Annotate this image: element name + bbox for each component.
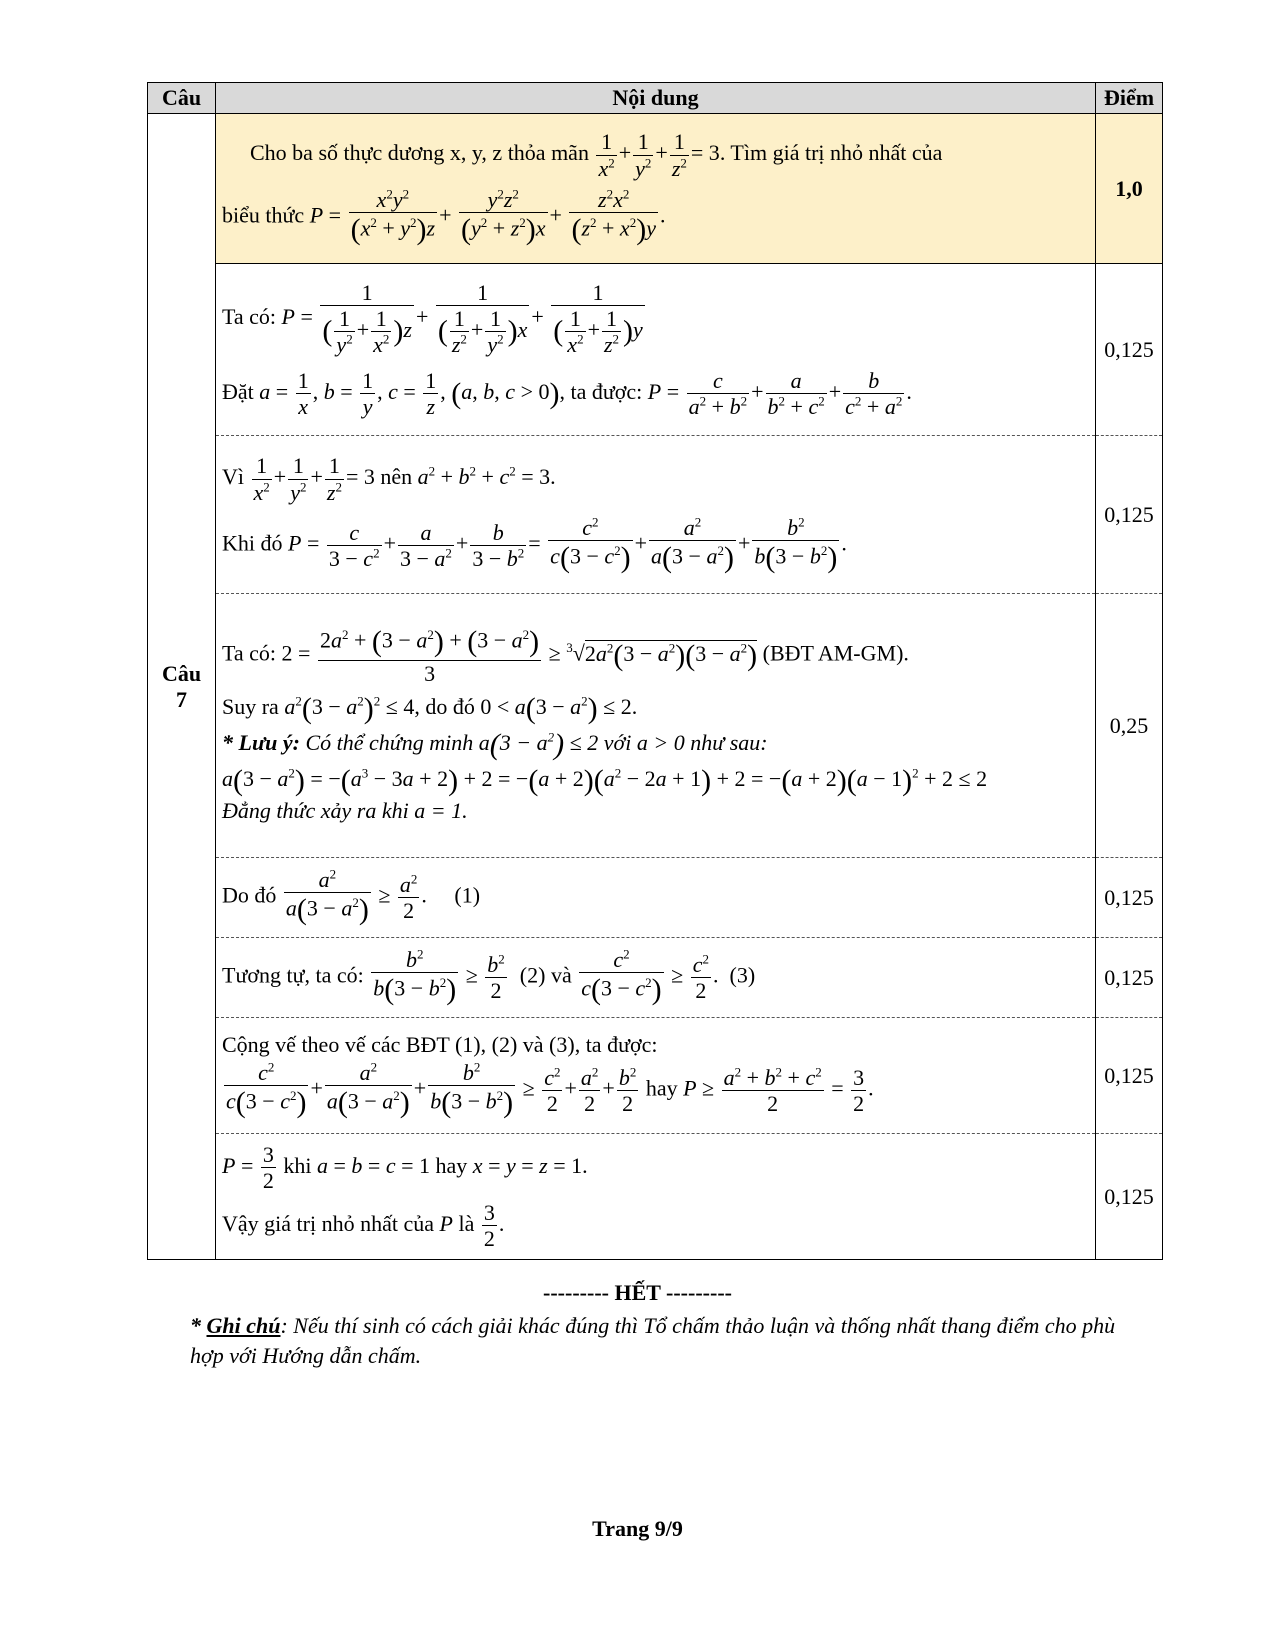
footnote-label: Ghi chú [206, 1313, 281, 1338]
grading-table [147, 82, 1163, 1260]
step-row-4 [148, 858, 1163, 938]
step-1-t2: Đặt [222, 378, 254, 404]
step-6-t2: hay [645, 1075, 678, 1101]
step-4-t1: Do đó [222, 882, 277, 908]
footnote-text: : Nếu thí sinh có cách giải khác đúng thì Tổ chấm thảo luận và thống nhất thang điểm cho phù hợp với Hướng dẫn chấm. [190, 1313, 1116, 1368]
problem-text1-end: . Tìm giá trị nhỏ nhất của [719, 140, 943, 166]
step-3-content: Ta có: 2 = $\frac{2a^2 + (3 - a^2) + (3 - a^2)}{3}$ ≥ $^3√2a^2(3 - a^2)(3 - a^2)$ (BĐT AM-GM). Suy ra $a^2(3 - a^2)^2 \le 4$, do đó $0 < a(3 - a^2) \le 2$. * Lưu ý: Có thể chứng minh $a(3 - a^2) \le 2$ với a > 0 như sau: $a(3 - a^2) = -(a^3 - 3a + 2) + 2 = -(a + 2)(a^2 - 2a + 1) + 2 = -(a + 2)(a - 1)^2 + 2 \le 2$ Đẳng thức xảy ra khi a = 1. [216, 594, 1096, 858]
question-label [148, 114, 216, 1260]
step-7-t2b: là [458, 1210, 475, 1236]
step-row-5 [148, 938, 1163, 1018]
page-number: Trang 9/9 [592, 1516, 683, 1541]
step-1-t3: , ta được: [559, 378, 643, 404]
step-2-score: 0,125 [1096, 436, 1163, 594]
step-2-content: Vì $\frac{1}{x^2}$ + $\frac{1}{y^2}$ + $\frac{1}{z^2}$ = 3 nên $a^2 + b^2 + c^2 = 3$. Khi đó P = $\frac{c}{3 - c^2}$ + $\frac{a}{3 - a^2}$ + $\frac{b}{3 - b^2}$ = $\frac{c^2}{c(3 - c^2)}$ + $\frac{a^2}{a(3 - a^2)}$ + $\frac{b^2}{b(3 - b^2)}$ . [216, 436, 1096, 594]
question-label-text: Câu 7 [161, 660, 202, 712]
step-row-3 [148, 594, 1163, 858]
step-row-6 [148, 1018, 1163, 1134]
step-2-t1: Vì [222, 464, 244, 490]
step-5-t1: Tương tự, ta có: [222, 962, 364, 988]
step-3-t2: Suy ra [222, 693, 279, 719]
step-4-tag: (1) [454, 882, 481, 908]
step-5-tag3: (3) [729, 962, 756, 988]
footnote: * Ghi chú: Nếu thí sinh có cách giải khác đúng thì Tổ chấm thảo luận và thống nhất thang điểm cho phù hợp với Hướng dẫn chấm. [190, 1313, 1116, 1368]
step-3-note-text3: như sau: [690, 729, 768, 755]
step-7-t1: khi [283, 1152, 312, 1178]
problem-text2: biểu thức [222, 202, 305, 228]
step-row-7 [148, 1134, 1163, 1260]
step-1-t1: Ta có: [222, 303, 277, 329]
problem-text1: Cho ba số thực dương x, y, z thỏa mãn [250, 140, 589, 166]
step-3-eq-text: Đẳng thức xảy ra khi [222, 797, 409, 823]
step-4-score: 0,125 [1096, 858, 1163, 938]
header-cau: Câu [148, 83, 216, 114]
step-1-content: Ta có: P = 1 ( $\frac{1}{y^2}$ + $\frac{1}{x^2}$ )z + 1 ( $\frac{1}{z^2}$ + $\frac{1}{y^2}$ )x + 1 ( $\frac{1}{x^2}$ + $\frac{1}{z^2}$ )y Đặt a = $\frac{1}{x}$ , b = $\frac{1}{y}$ , c = $\frac{1}{z}$ , (a, b, c > 0), ta được: P = $\frac{c}{a^2 + b^2}$ + $\frac{a}{b^2 + c^2}$ + $\frac{b}{c^2 + a^2}$ . [216, 264, 1096, 436]
problem-score: 1,0 [1096, 114, 1163, 264]
step-row-1 [148, 264, 1163, 436]
step-2-t2: Khi đó [222, 530, 283, 556]
header-row [148, 83, 1163, 114]
step-5-content: Tương tự, ta có: $\frac{b^2}{b(3 - b^2)}$ ≥ $\frac{b^2}{2}$ (2) và $\frac{c^2}{c(3 - c^2)}$ ≥ $\frac{c^2}{2}$ . (3) [216, 938, 1096, 1018]
header-content: Nội dung [216, 83, 1096, 114]
problem-statement: Cho ba số thực dương x, y, z thỏa mãn $\frac{1}{x^2}$ + $\frac{1}{y^2}$ + $\frac{1}{z^2}$ = 3. Tìm giá trị nhỏ nhất của biểu thức P = $\frac{x^2y^2}{(x^2 + y^2)z}$ + $\frac{y^2z^2}{(y^2 + z^2)x}$ + $\frac{z^2x^2}{(z^2 + x^2)y}$ . [216, 114, 1096, 264]
step-6-t1: Cộng vế theo vế các BĐT (1), (2) và (3), ta được: [222, 1032, 658, 1058]
step-3-note-text: Có thể chứng minh [305, 729, 474, 755]
step-6-content: Cộng vế theo vế các BĐT (1), (2) và (3), ta được: $\frac{c^2}{c(3 - c^2)}$ + $\frac{a^2}{a(3 - a^2)}$ + $\frac{b^2}{b(3 - b^2)}$ ≥ $\frac{c^2}{2}$ + $\frac{a^2}{2}$ + $\frac{b^2}{2}$ hay P ≥ $\frac{a^2 + b^2 + c^2}{2}$ = $\frac{3}{2}$ . [216, 1018, 1096, 1134]
step-3-t1: Ta có: [222, 640, 277, 666]
step-3-score: 0,25 [1096, 594, 1163, 858]
step-3-t2b: , do đó [414, 693, 475, 719]
step-7-t2: Vậy giá trị nhỏ nhất của [222, 1210, 434, 1236]
step-3-t1b: (BĐT AM-GM). [762, 640, 909, 666]
problem-row [148, 114, 1163, 264]
step-6-score: 0,125 [1096, 1018, 1163, 1134]
step-row-2 [148, 436, 1163, 594]
step-2-t1b: nên [380, 464, 413, 490]
step-7-score: 0,125 [1096, 1134, 1163, 1260]
step-5-tag2: (2) và [519, 962, 572, 988]
step-3-note-text2: với [603, 729, 632, 755]
header-score: Điểm [1096, 83, 1163, 114]
step-5-score: 0,125 [1096, 938, 1163, 1018]
step-4-content: Do đó $\frac{a^2}{a(3 - a^2)}$ ≥ $\frac{a^2}{2}$ . (1) [216, 858, 1096, 938]
step-3-note-label: * Lưu ý: [222, 729, 300, 755]
step-1-score: 0,125 [1096, 264, 1163, 436]
end-mark: --------- HẾT --------- [543, 1280, 732, 1305]
step-7-t1b: hay [435, 1152, 468, 1178]
step-7-content: P = $\frac{3}{2}$ khi a = b = c = 1 hay x = y = z = 1. Vậy giá trị nhỏ nhất của P là $\frac{3}{2}$ . [216, 1134, 1096, 1260]
